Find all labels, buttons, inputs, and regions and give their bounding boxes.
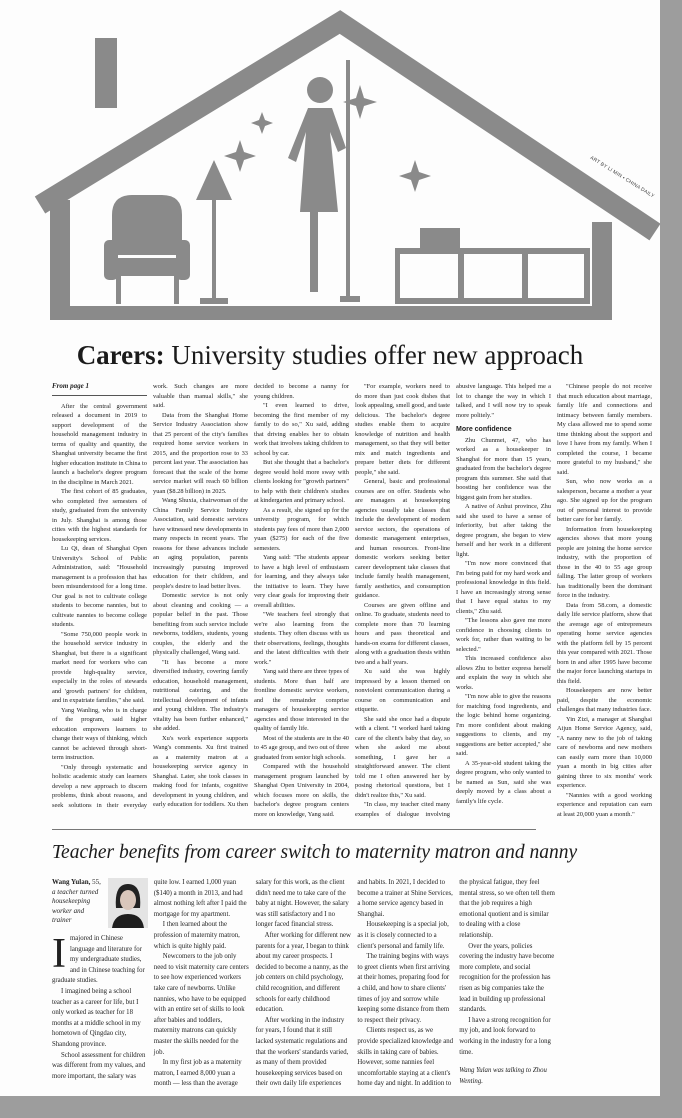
- jump-label: From page 1: [52, 382, 147, 396]
- paragraph: Yang Wanling, who is in charge of the program, said higher education empowers learners to change their ways of thinking, which cannot be achieved through short-term instruction.: [52, 706, 147, 761]
- paragraph: Domestic service is not only about cleaning and cooking — a popular belief in the past. Those benefiting from such service include newborns, toddlers, students, young couples, the elderly and the physically challenged, Wang said.: [153, 592, 248, 656]
- paragraph: Zhu Chunmei, 47, who has worked as a housekeeper in Shanghai for more than 15 years, graduated from the bachelor's degree program this summer. She said that boosting her confidence was the biggest gain from her studies.: [456, 436, 551, 501]
- paragraph: "It has become a more diversified industry, covering family education, household management, nutritional catering, and the intellectual development of infants and young children. The industry's vitality has been further enhanced," she added.: [153, 658, 248, 732]
- paragraph: I then learned about the profession of maternity matron, which is quite highly paid.: [153, 921, 240, 950]
- paragraph: Over the years, policies covering the industry have become more complete, and social recognition for the profession has risen as big companies take the lead in building up professional standards.: [459, 942, 555, 1014]
- section-divider: [52, 829, 536, 830]
- paragraph: Data from 58.com, a domestic daily life service platform, show that the average age of entrepreneurs operating home service agencies with the platform fell by 15 percent this year compared with 2021. Those born in and after 1995 have become the major force launching startups in this field.: [557, 601, 652, 685]
- illustration-credit: ART BY LI MIN • CHINA DAILY: [588, 155, 656, 200]
- tv-cabinet-icon: [395, 228, 590, 304]
- paragraph: "For example, workers need to do more than just cook dishes that look appealing, smell good, and taste delicious. The bachelor's degree studies enable them to acquire knowledge of nutrition and health management, so that they will better mix and match ingredients and prepare better diets for different people," she said.: [355, 383, 450, 476]
- paragraph: Housekeeping is a special job, as it is closely connected to a client's personal and family life.: [357, 921, 449, 950]
- byline-age: 55,: [90, 878, 101, 886]
- page-margin: [0, 1096, 682, 1118]
- floor-lamp-icon: [196, 160, 232, 304]
- paragraph: After working for different new parents for a year, I began to think about my career prospects. I decided to become a nanny, as the job centers on child psychology, child recognition, and different schools for early childhood education.: [255, 931, 351, 1014]
- drop-cap: I: [52, 930, 66, 977]
- paragraph: Housekeepers are now better paid, despite the economic challenges that many industries face.: [557, 687, 652, 713]
- paragraph: "I even learned to drive, becoming the first member of my family to do so," Xu said, adding that driving enables her to obtain work that involves taking children to school by car.: [254, 402, 349, 457]
- paragraph: "Nannies with a good working experience and reputation can earn at least 20,000 yuan a month.": [557, 791, 652, 818]
- paragraph: Yang said there are three types of students. More than half are frontline domestic service workers, and the remainder comprise managers of housekeeping service agencies and those interested in the quality of family life.: [254, 668, 349, 732]
- byline-description: a teacher turned housekeeping worker and trainer: [52, 887, 99, 925]
- paragraph: Courses are given offline and online. To graduate, students need to complete more than 70 learning hours and pass theoretical and hands-on exams for different classes, along with a graduation thesis within two and a half years.: [355, 601, 450, 666]
- left-wall: [50, 200, 70, 318]
- paragraph: The first cohort of 85 graduates, who completed five semesters of study, graduated from the university in July. Shanghai is among those cities with the highest standards for housekeeping services.: [52, 488, 147, 543]
- paragraph: Newcomers to the job only need to visit maternity care centers to see how experienced workers take care of newborns. Unlike nannies, who have to be equipped with an entire set of skills to look after babies and toddlers, maternity matrons can quickly master the skills needed for the job.: [153, 953, 249, 1056]
- paragraph: The training begins with ways to greet clients when first arriving at their homes, preparing food for a child, and how to share clients' times of joy and sorrow while keeping some distance from them to respect their privacy.: [357, 953, 450, 1024]
- article-body: [52, 382, 652, 819]
- headline-text: University studies offer new approach: [164, 340, 584, 370]
- feature-body: [52, 878, 555, 1090]
- author-photo: [108, 878, 148, 928]
- housekeeper-figure: [288, 60, 360, 302]
- paragraph: "The lessons also gave me more confidence in choosing clients to work for, rather than waiting to be selected.": [456, 617, 551, 653]
- paragraph: Yin Zizi, a manager at Shanghai Aijun Home Service Agency, said, "A nanny new to the job of taking care of newborns and new mothers can easily earn more than 10,000 yuan a month in big cities after gaining three to six months' work experience.: [557, 715, 652, 789]
- paragraph: A 35-year-old student taking the degree program, who only wanted to be named as Sun, said she was deeply moved by a class about a family's life cycle.: [456, 759, 551, 805]
- floor: [50, 306, 612, 320]
- paragraph: "Chinese people do not receive that much education about marriage, family life and connections and intimacy between family members. My class allowed me to spend some time thinking about the support and love I have from my family. When I completed the course, I became more grateful to my husband," she said.: [557, 383, 652, 476]
- paragraph: "Only through systematic and holistic academic study can learners develop a new approach to discern problems, think about reasons, and seek solutions in their everyday work. Such changes are more valuable than manual skills," she said.: [52, 383, 248, 809]
- right-wall: [592, 222, 612, 318]
- paragraph: Lu Qi, dean of Shanghai Open University's School of Public Administration, said: "Household management is a profession that has been misunderstood for a long time. Our goal is not to cultivate college students to become nannies, but to cultivate nannies to become college students.: [52, 545, 147, 628]
- article-headline: [30, 338, 630, 372]
- paragraph: "We teachers feel strongly that we're also learning from the students. They often discuss with us their observations, feelings, thoughts and the latest difficulties with their work.": [254, 611, 349, 666]
- paragraph: Information from housekeeping agencies shows that more young people are joining the home service industry, with the proportion of those in the 40 to 55 age group falling. The latter group of workers has traditionally been the dominant force in the industry.: [557, 525, 652, 599]
- armchair-icon: [104, 195, 190, 304]
- paragraph: "In class, my teacher cited many examples of dialogue involving abusive language. This helped me a lot to change the way in which I talked, and I will now try to speak more politely.": [355, 383, 551, 818]
- paragraph: "Some 750,000 people work in the household service industry in Shanghai, but there is a significant market need for workers who can provide high-quality service, especially in the roles of stewards and 'growth partners' for children, and in expatriate families," she said.: [52, 630, 147, 704]
- paragraph: A native of Anhui province, Zhu said she used to have a sense of inferiority, but after taking the degree program, she began to view herself and her work in a different light.: [456, 503, 551, 558]
- paragraph: After the central government released a document in 2019 to support development of the household management industry in terms of quality and quantity, the Shanghai university became the first higher education institute in China to launch a bachelor's degree program in the discipline in March 2021.: [52, 402, 147, 486]
- illustration-area: [0, 0, 660, 330]
- paragraph: Xu said she was highly impressed by a lesson themed on nonviolent communication during a course on communication and etiquette.: [355, 668, 450, 713]
- paragraph: Yang said: "The students appear to have a high level of enthusiasm for learning, and they always take the initiative to learn. They have very clear goals for improving their overall abilities.: [254, 554, 349, 609]
- feature-headline: Teacher benefits from career switch to maternity matron and nanny: [52, 842, 578, 863]
- article-paragraphs-part2: [456, 382, 652, 819]
- paragraph: "I'm now able to give the reasons for matching food ingredients, and the logic behind home organizing. I'm more confident about making suggestions to clients, and my suggestions are better accepted," she said.: [456, 693, 551, 757]
- paragraph: As a result, she signed up for the university program, for which students pay fees of more than 2,000 yuan ($275) for each of the five semesters.: [254, 506, 349, 552]
- paragraph: Clients respect us, as we provide specialized knowledge and skills in taking care of babies. However, some nannies feel uncomfortable staying at a client's home day and night. In addition to the physical fatigue, they feel mental stress, so we often tell them that the job requires a high emotional quotient and is similar to dealing with a close relationship.: [357, 879, 555, 1088]
- paragraph: Wang Shuxia, chairwoman of the China Family Service Industry Association, said domestic services have witnessed new developments in many respects in recent years. The reasons for these advances include an aging population, parents increasingly pursuing improved education for their children, and people's desire to lead better lives.: [153, 497, 248, 590]
- paragraph: School assessment for children was different from my values, and more important, the salary was quite low. I earned 1,000 yuan ($140) a month in 2013, and had almost nothing left after I paid the mortgage for my apartment.: [52, 879, 247, 1080]
- house-cleaning-illustration: [0, 0, 660, 330]
- chimney: [95, 38, 117, 108]
- first-paragraph-text: majored in Chinese language and literature for my undergraduate studies, and in Chinese teaching for graduate studies.: [52, 934, 145, 985]
- paragraph: I have a strong recognition for my job, and look forward to working in the industry for a long time.: [459, 1016, 551, 1056]
- paragraph: Most of the students are in the 40 to 45 age group, and two out of three graduated from senior high schools.: [254, 734, 349, 761]
- paragraph: Xu's work experience supports Wang's comments. Xu first trained as a maternity matron at a housekeeping service agency in Shanghai. Later, she took classes in making food for infants, cognitive development in young children, and early education for toddlers. Xu then decided to become a nanny for young children.: [153, 383, 349, 808]
- paragraph: Data from the Shanghai Home Service Industry Association show that 25 percent of the city's families required home service workers in 2015, and the proportion rose to 33 percent last year. The association has forecast that the scale of the home service market will reach 60 billion yuan ($8.28 billion) in 2025.: [153, 411, 248, 495]
- paragraph: This increased confidence also allows Zhu to better express herself and explain the way in which she works.: [456, 655, 551, 691]
- paragraph: But she thought that a bachelor's degree would hold more sway with clients looking for "growth partners" to help with their children's studies at kindergarten and primary school.: [254, 459, 349, 504]
- paragraph: General, basic and professional courses are on offer. Students who are managers at housekeeping agencies usually take classes that include the development of modern service sectors, the operations of domestic management enterprises, and human resources. Front-line domestic workers seeking better career development take classes that include family health management, family aesthetics, and consumption guidance.: [355, 478, 450, 599]
- paragraph: Compared with the household management program launched by Shanghai Open University in 2004, which focuses more on skills, the bachelor's degree program centers more on knowledge, Yang said.: [254, 763, 349, 818]
- first-paragraph: [52, 930, 148, 987]
- signoff: Wang Yulan was talking to Zhou Wenting.: [459, 1067, 547, 1085]
- paragraph: "I'm now more convinced that I'm being paid for my hard work and professional knowledge in this field. I have an increasingly strong sense that I have equal status to my clients," Zhu said.: [456, 560, 551, 615]
- paragraph: After working in the industry for years, I found that it still lacked systematic regulations and that the workers' standards varied, as many of them provided housekeeping services based on their own daily life experiences and habits. In 2021, I decided to become a trainer at Shine Services, a home service agency based in Shanghai.: [255, 879, 453, 1088]
- paragraph: She said she once had a dispute with a client. "I worked hard taking care of the client's baby that day, so when she asked me about something, I gave her a straightforward answer. The client told me I often answered her by posing rhetorical questions, but I didn't realize this," Xu said.: [355, 715, 450, 799]
- paragraph: I imagined being a school teacher as a career for life, but I only worked as teacher for 18 months at a middle school in my hometown of Qingdao city, Shandong province.: [52, 987, 141, 1048]
- headline-lead: Carers:: [76, 340, 165, 370]
- byline-name: Wang Yulan,: [52, 878, 91, 886]
- subheading: More confidence: [456, 426, 512, 433]
- paragraph: Sun, who now works as a salesperson, became a mother a year ago. She signed up for the program out of personal interest to provide better care for her family.: [557, 478, 652, 523]
- paragraph: In my first job as a maternity matron, I earned 8,000 yuan a month — less than the average salary for this work, as the client didn't need me to take care of the baby at night. However, the salary was still satisfactory and I no longer faced financial stress.: [153, 879, 349, 1088]
